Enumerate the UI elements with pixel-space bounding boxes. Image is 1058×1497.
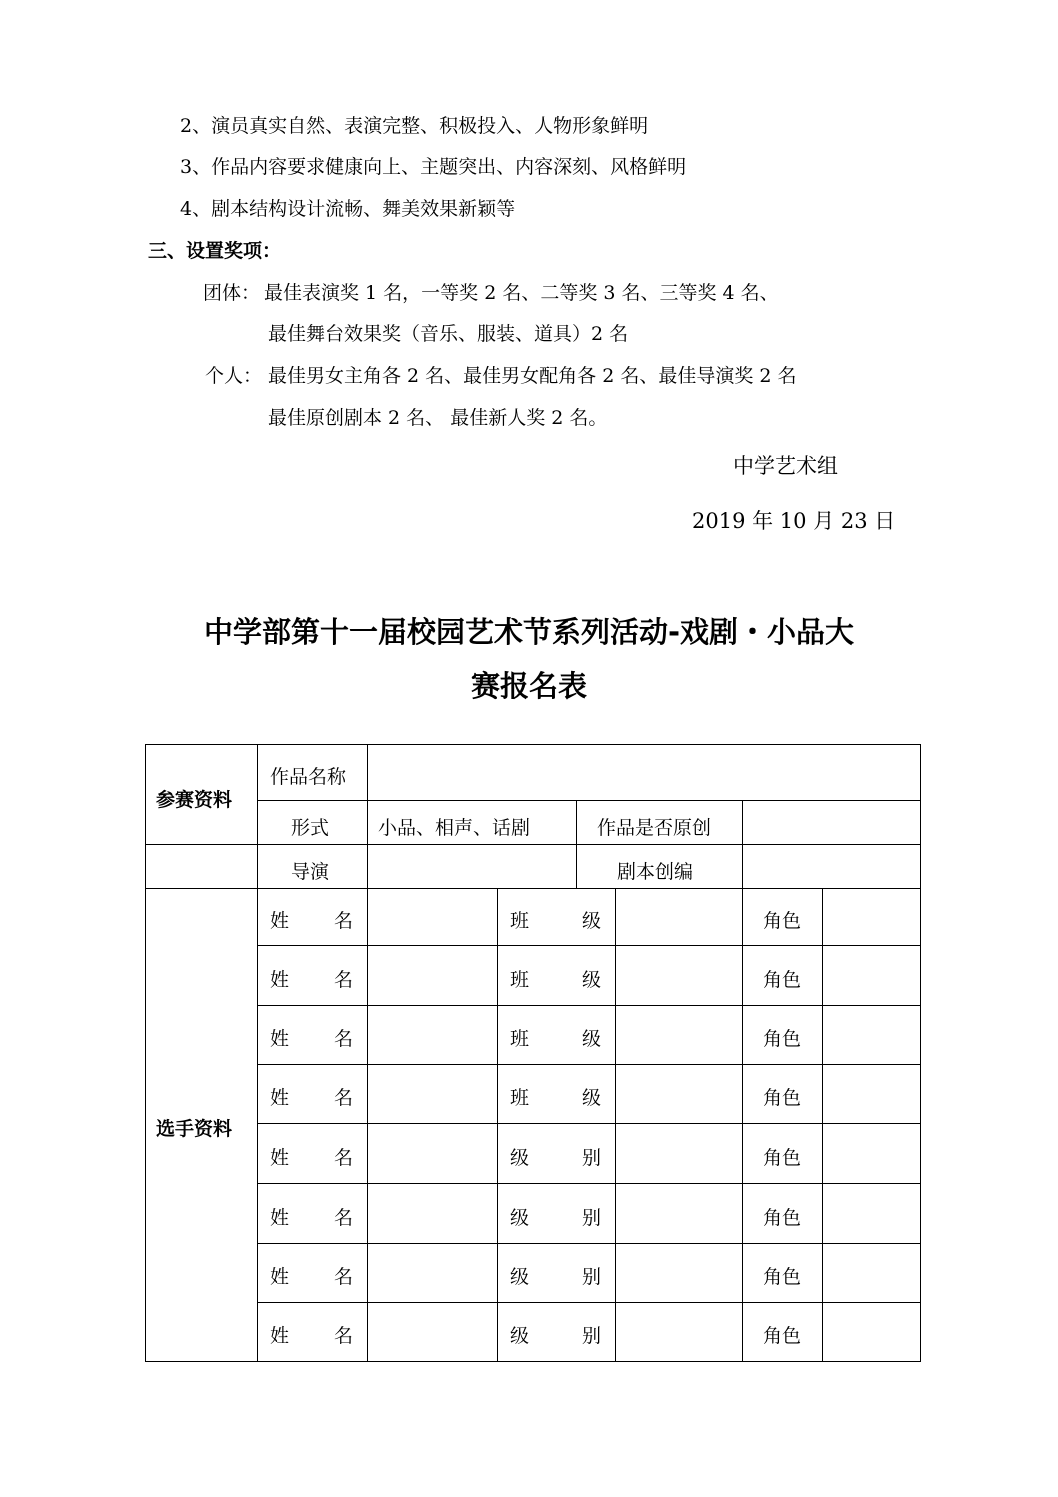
director-label-cell [257, 844, 368, 889]
name-label-cell [257, 945, 368, 1006]
form-title-line1: 中学部第十一届校园艺术节系列活动-戏剧・小品大 [203, 615, 855, 649]
role-label-cell [742, 1064, 823, 1124]
director-field[interactable] [367, 844, 577, 889]
label-char: 名 [333, 968, 353, 991]
role-field[interactable] [822, 1064, 921, 1124]
label-char: 别 [581, 1325, 601, 1347]
signature-date: 2019 年 10 月 23 日 [692, 509, 896, 533]
role-label: 角色 [763, 1087, 802, 1109]
role-field[interactable] [822, 1183, 921, 1244]
label-char: 姓 [270, 1087, 290, 1109]
class-label [510, 1203, 601, 1230]
role-label: 角色 [763, 1028, 802, 1050]
class-label [510, 965, 601, 992]
role-label-cell [742, 1183, 823, 1244]
label-char: 名 [333, 1146, 353, 1169]
label-char: 别 [581, 1146, 601, 1169]
name-label [270, 1143, 353, 1170]
name-label [270, 1321, 353, 1348]
class-field[interactable] [615, 1302, 743, 1362]
awards-heading: 三、设置奖项： [148, 240, 282, 262]
class-label-cell [497, 1243, 616, 1303]
role-label-cell [742, 945, 823, 1006]
name-label-cell [257, 1243, 368, 1303]
work-name-field[interactable] [367, 744, 921, 801]
group-awards-line1: 最佳表演奖 1 名，一等奖 2 名、二等奖 3 名、三等奖 4 名、 [264, 282, 779, 304]
label-char: 姓 [270, 1206, 290, 1229]
original-field[interactable] [742, 800, 921, 845]
entry-section-cell [145, 744, 258, 845]
class-label-cell [497, 945, 616, 1006]
class-field[interactable] [615, 945, 743, 1006]
original-label-cell [576, 800, 743, 845]
script-label: 剧本创编 [617, 861, 694, 883]
name-field[interactable] [367, 1243, 498, 1303]
label-char: 名 [333, 1206, 353, 1229]
class-label-cell [497, 1302, 616, 1362]
entry-section-label: 参赛资料 [156, 789, 233, 811]
name-label [270, 1203, 353, 1230]
form-title-line2: 赛报名表 [470, 669, 587, 703]
role-label-cell [742, 1123, 823, 1184]
class-field[interactable] [615, 1064, 743, 1124]
role-label: 角色 [763, 968, 802, 991]
signature-organization: 中学艺术组 [733, 454, 838, 478]
class-label [510, 1083, 601, 1110]
role-label: 角色 [763, 1325, 802, 1347]
label-char: 级 [510, 1266, 530, 1288]
role-label: 角色 [763, 910, 802, 932]
work-name-label: 作品名称 [270, 766, 347, 788]
individual-awards-line2: 最佳原创剧本 2 名、 最佳新人奖 2 名。 [268, 407, 608, 429]
name-label [270, 1024, 353, 1051]
role-label-cell [742, 1302, 823, 1362]
script-field[interactable] [742, 844, 921, 889]
name-label-cell [257, 1302, 368, 1362]
name-label [270, 1083, 353, 1110]
name-field[interactable] [367, 1005, 498, 1065]
label-char: 班 [510, 1087, 530, 1109]
label-char: 级 [581, 968, 601, 991]
group-awards-line2: 最佳舞台效果奖（音乐、服装、道具）2 名 [268, 323, 629, 345]
label-char: 班 [510, 910, 530, 932]
label-char: 级 [510, 1146, 530, 1169]
label-char: 级 [581, 910, 601, 932]
label-char: 姓 [270, 1266, 290, 1288]
role-field[interactable] [822, 888, 921, 946]
criterion-2: 2、演员真实自然、表演完整、积极投入、人物形象鲜明 [180, 115, 649, 137]
form-type-value: 小品、相声、话剧 [378, 817, 531, 839]
class-label [510, 906, 601, 933]
script-label-cell [576, 844, 743, 889]
label-char: 名 [333, 1087, 353, 1109]
criterion-3: 3、作品内容要求健康向上、主题突出、内容深刻、风格鲜明 [180, 156, 687, 178]
label-char: 名 [333, 1028, 353, 1050]
role-field[interactable] [822, 945, 921, 1006]
class-field[interactable] [615, 888, 743, 946]
class-field[interactable] [615, 1005, 743, 1065]
name-label-cell [257, 888, 368, 946]
role-label-cell [742, 1005, 823, 1065]
label-char: 姓 [270, 1146, 290, 1169]
label-char: 姓 [270, 968, 290, 991]
role-field[interactable] [822, 1302, 921, 1362]
class-label [510, 1143, 601, 1170]
name-label [270, 906, 353, 933]
individual-awards-label: 个人： [205, 365, 263, 387]
role-field[interactable] [822, 1243, 921, 1303]
label-char: 班 [510, 1028, 530, 1050]
label-char: 级 [581, 1087, 601, 1109]
name-field[interactable] [367, 1064, 498, 1124]
class-field[interactable] [615, 1243, 743, 1303]
name-field[interactable] [367, 1123, 498, 1184]
class-label-cell [497, 1123, 616, 1184]
class-field[interactable] [615, 1123, 743, 1184]
class-label-cell [497, 1005, 616, 1065]
form-type-label: 形式 [291, 817, 330, 839]
class-label [510, 1321, 601, 1348]
label-char: 别 [581, 1266, 601, 1288]
criterion-4: 4、剧本结构设计流畅、舞美效果新颖等 [180, 198, 516, 220]
name-field[interactable] [367, 1302, 498, 1362]
class-label [510, 1024, 601, 1051]
label-char: 级 [510, 1325, 530, 1347]
name-field[interactable] [367, 1183, 498, 1244]
individual-awards-line1: 最佳男女主角各 2 名、最佳男女配角各 2 名、最佳导演奖 2 名 [268, 365, 797, 387]
contestant-section-cell [145, 888, 258, 1362]
director-label: 导演 [291, 861, 330, 883]
name-label-cell [257, 1183, 368, 1244]
role-field[interactable] [822, 1123, 921, 1184]
form-type-label-cell [257, 800, 368, 845]
group-awards-label: 团体： [203, 282, 261, 304]
class-label-cell [497, 1183, 616, 1244]
label-char: 名 [333, 1266, 353, 1288]
label-char: 别 [581, 1206, 601, 1229]
role-label: 角色 [763, 1266, 802, 1288]
class-label-cell [497, 888, 616, 946]
name-field[interactable] [367, 945, 498, 1006]
name-label [270, 1262, 353, 1289]
class-label [510, 1262, 601, 1289]
role-label: 角色 [763, 1146, 802, 1169]
name-field[interactable] [367, 888, 498, 946]
work-name-label-cell [257, 744, 368, 801]
label-char: 姓 [270, 910, 290, 932]
label-char: 姓 [270, 1028, 290, 1050]
label-char: 级 [581, 1028, 601, 1050]
class-field[interactable] [615, 1183, 743, 1244]
name-label-cell [257, 1064, 368, 1124]
label-char: 班 [510, 968, 530, 991]
role-label-cell [742, 888, 823, 946]
blank-section-cell [145, 844, 258, 889]
label-char: 名 [333, 910, 353, 932]
contestant-section-label: 选手资料 [156, 1118, 233, 1140]
name-label [270, 965, 353, 992]
form-type-field[interactable] [367, 800, 577, 845]
label-char: 级 [510, 1206, 530, 1229]
class-label-cell [497, 1064, 616, 1124]
name-label-cell [257, 1005, 368, 1065]
role-label-cell [742, 1243, 823, 1303]
role-field[interactable] [822, 1005, 921, 1065]
label-char: 姓 [270, 1325, 290, 1347]
label-char: 名 [333, 1325, 353, 1347]
name-label-cell [257, 1123, 368, 1184]
role-label: 角色 [763, 1206, 802, 1229]
original-label: 作品是否原创 [597, 817, 712, 839]
